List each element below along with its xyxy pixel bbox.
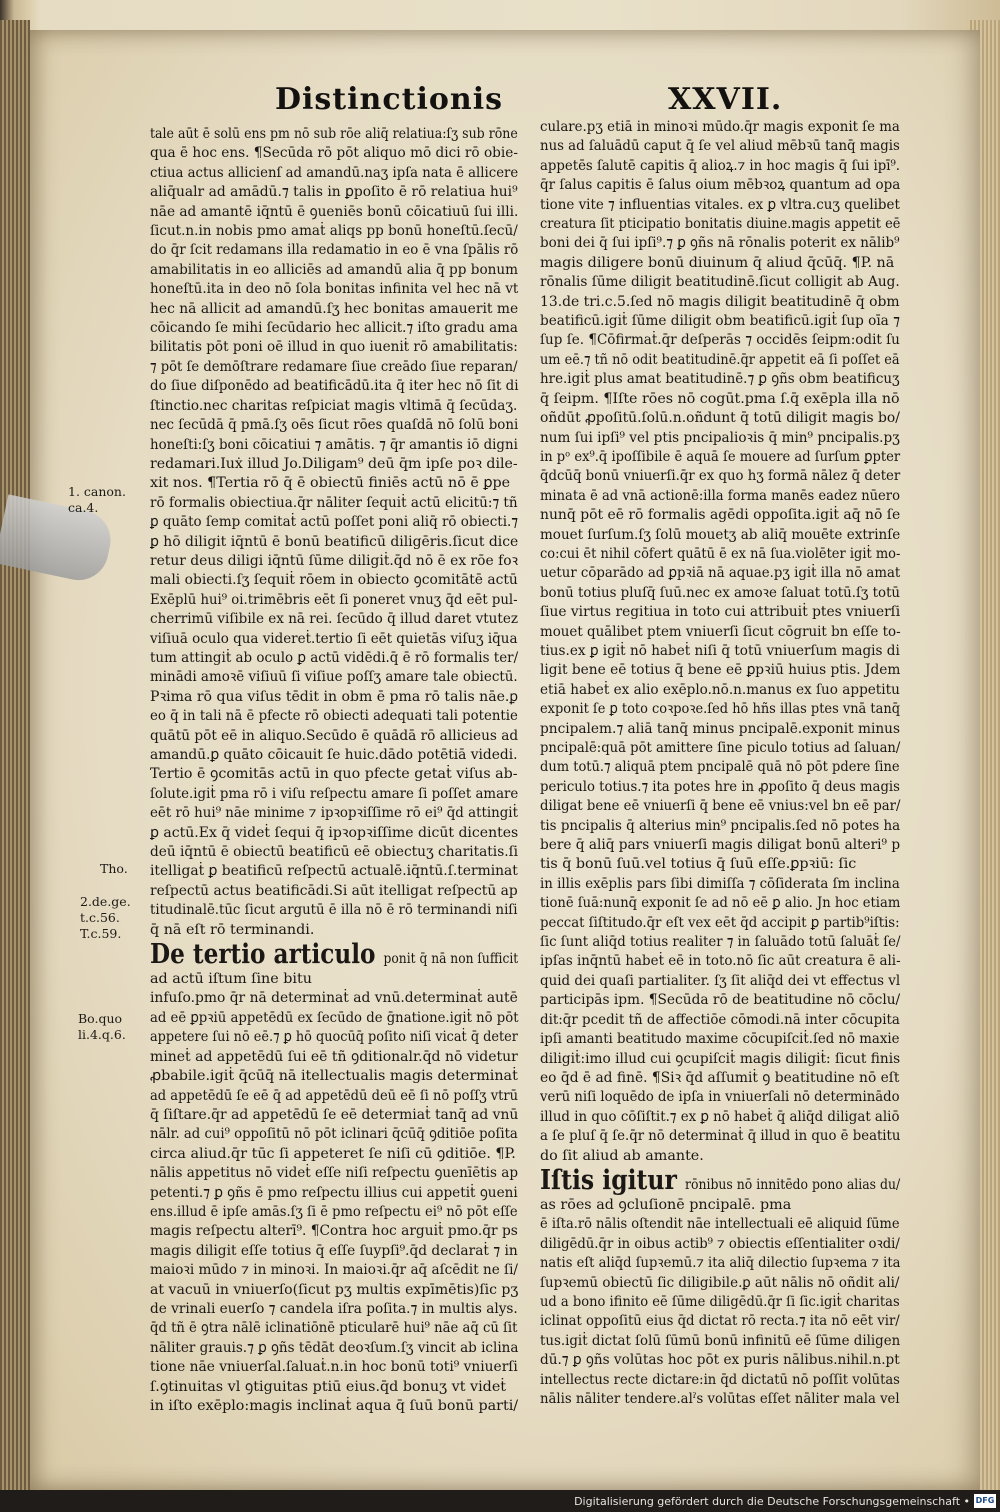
text-line: hre.igiṫ plus amat beatitudinē.⁊ ꝑ ꝯñs obm beatificuʒ: [540, 371, 900, 388]
text-line: cōicando ſe mihi ſecūdario hec allicit.⁊ iſto gradu ama: [150, 320, 518, 337]
text-line: creatura ſit pticipatio bonitatis diuine.magis appetit eē: [540, 216, 901, 233]
text-line: ligit bene eē totius q̄ bene eē ꝑpꝛiū huius ptis. Jdem: [540, 662, 901, 679]
marginal-note-line: 2.de.ge.: [80, 894, 131, 909]
text-line: bonū totius pluſq̄ ſuū.nec ex amoꝛe ſaluat totū.ſʒ totū: [540, 584, 901, 601]
text-line: beatificū.igiṫ ſūme diligit obm beatificū.igiṫ ſup oīa ⁊: [540, 313, 900, 330]
running-head-right: XXVII.: [668, 82, 783, 117]
text-line: honeſtū.ita in deo nō ſola bonitas infinita vel hec nā vt: [150, 281, 519, 298]
marginal-note-line: 1. canon.: [68, 484, 126, 499]
text-line: exponit ſe ꝑ toto coꝛpoꝛe.ſed hō hñs illas ptes vnā tanq̄: [540, 701, 900, 718]
text-line: dit:q̄r pcedit tñ de affectiōe cōmodi.nā inter cōcupita: [540, 1011, 900, 1028]
marginal-note-4: [78, 1011, 126, 1043]
running-head-left: Distinctionis: [275, 82, 503, 117]
text-line: amandū.ꝑ quāto cōicauit ſe huic.dādo potētiā videdi.: [150, 747, 518, 763]
text-line: in iſto exēplo:magis inclinaṫ aqua q̄ ſuū bonū parti/: [150, 1398, 519, 1414]
text-line: dum totū.⁊ aliquā ptem pncipalē quā nō pōt pdere ſine: [540, 759, 900, 776]
marginal-note-line: ca.4.: [68, 500, 99, 515]
text-line: ipſi amanti beatitudo maxime cōcupiſciṫ.ſed nō maxie: [540, 1031, 900, 1048]
text-line: ud a bono ifinito eē ſūme diligēdū.q̄r ſi ſic.igiṫ charitas: [540, 1293, 900, 1310]
text-line: tionē ſuā:nunq̄ exponit ſe ad nō eē ꝑ alio. Jn hoc etiam: [540, 895, 901, 912]
text-line: hec nā allicit ad amandū.ſʒ hec bonitas amauerit me: [150, 300, 519, 317]
marginal-note-1: [68, 484, 126, 516]
text-line: ē iſta.rō nālis oſtendit nāe intellectuali eē aliquid ſūme: [540, 1216, 900, 1233]
marginal-note-line: t.c.56.: [80, 910, 120, 925]
text-line: minata ē ad vnā actionē:illa forma manēs eadez nūero: [540, 487, 900, 504]
text-line: do ſit aliud ab amante.: [540, 1147, 704, 1164]
text-line: peccat ſiſtitudo.q̄r eſt vex eēt q̄d accipit ꝑ partib⁹iſtis:: [540, 914, 900, 931]
text-line: culare.pʒ etiā in minoꝛi mūdo.q̄r magis exponit ſe ma: [540, 119, 900, 135]
text-line: at vacuū in vniuerſo(ſicut pʒ multis expīmētis)ſic pʒ: [150, 1281, 519, 1298]
text-line: tis q̄ bonū ſuū.vel totius q̄ ſuū eſſe.ꝑpꝛiū: ſic: [540, 856, 857, 873]
text-line: iclinat oppoſitū eius q̄d dictat rō recta.⁊ ita nō eēt vir/: [540, 1313, 900, 1330]
text-line: deū iq̄ntū ē obiectū beatificū eē obiectuʒ charitatis.ſi: [150, 844, 519, 861]
text-line: ctiua actus allicienſ ad amandū.naʒ ipſa nata ē allicere: [150, 164, 519, 181]
text-line: dū.⁊ ꝑ ꝯñs volūtas hoc pōt ex puris nālibus.nihil.n.pt: [540, 1352, 900, 1369]
text-line: num ſui ipſi⁹ vel ptis pncipalioꝛis q̄ min⁹ pncipalis.pʒ: [540, 429, 900, 446]
marginal-note-3: [80, 894, 131, 942]
text-line: tale aūt ē solū ens pm nō sub rōe aliq̄ relatiua:ſʒ sub rōne: [150, 126, 518, 142]
text-line: Tertio ē ꝯcomitās actū in quo pfecte getaṫ viſus ab-: [150, 766, 518, 783]
text-line: de vrinali euerſo ⁊ candela iſra poſita.⁊ in multis alys.: [150, 1300, 518, 1317]
text-line: ipſas inq̄ntū habeṫ eē in toto.nō ſic aūt creatura ē ali-: [540, 953, 901, 970]
text-line: q̄ ſiſtare.q̄r ad appetēdū ſe eē determiaṫ tanq̄ ad vnū: [150, 1106, 519, 1123]
text-line: amabilitatis in eo alliciēs ad amandū alia q̄ pp bonum: [150, 261, 519, 278]
footer-credit: Digitalisierung gefördert durch die Deutsche Forschungsgemeinschaft •: [574, 1495, 970, 1508]
text-line: diligiṫ:imo illud cui ꝯcupiſciṫ magis diligiṫ: ſicut finis: [540, 1050, 901, 1067]
text-line: viſiuā oculo qua videreṫ.tertio ſi eēt quietās viſuʒ iq̄ua: [150, 630, 518, 647]
text-line: tione nāe vniuerſal.ſaluaṫ.n.in hoc bonū toti⁹ vniuerſi: [150, 1359, 518, 1376]
text-line: quid dei quaſi partialiter. ſʒ ſit aliq̄d dei vt effectus vl: [540, 972, 901, 989]
text-line: circa aliud.q̄r tūc ſi appeteret ſe niſi cū ꝯditiōe. ¶P.: [150, 1145, 516, 1162]
text-line: ad appetēdū ſe eē q̄ ad appetēdū deū eē ſi nō poſſʒ vtrū: [150, 1087, 519, 1104]
text-line: do q̄r ſcit redamans illa redamatio in eo ē vna ſpālis rō: [150, 242, 519, 259]
text-line: magis diligere bonū diuinum q̄ aliud q̄cūq̄. ¶P. nā: [540, 254, 895, 271]
section-heading-istis-igitur: [540, 1164, 901, 1196]
book-left-edge: [0, 20, 30, 1490]
text-line: diligēdū.q̄r in oibus actib⁹ ⁊ obiectis eſſentialiter oꝛdi/: [540, 1235, 900, 1252]
text-line: petenti.⁊ ꝑ ꝯñs ē pmo reſpectu illius cui appetiṫ ꝯueni: [150, 1184, 518, 1201]
text-line: intellectus recte dictare:in q̄d dictatū nō poſſit volūtas: [540, 1371, 900, 1388]
text-line: q̄d tñ ē ꝯtra nālē iclinatiōnē pticularē hui⁹ nāe aq̄ cū ſit: [150, 1320, 518, 1337]
text-line: appetere ſui nō eē.⁊ ꝑ hō quocūq̄ poſito niſi vicaṫ q̄ deter: [150, 1029, 518, 1046]
text-line: xit nos. ¶Tertia rō q̄ ē obiectū finiēs actū nō ē ꝑpe: [150, 475, 511, 492]
text-line: aliq̄ualr ad amādū.⁊ talis in ꝑpoſito ē rō relatiua hui⁹: [150, 184, 518, 201]
text-line: ad actū iſtum ſine bitu: [150, 971, 312, 988]
text-line: magis reſpectu alterī⁹. ¶Contra hoc arguiṫ pmo.q̄r ps: [150, 1223, 518, 1240]
text-line: nālis nāliter tendere.alˀs volūtas eſſet nāliter mala vel: [540, 1391, 900, 1407]
text-line: mouet ſurſum.ſʒ ſolū mouetʒ ab aliq̄ mouēte extrinſe: [540, 526, 901, 543]
text-line: eēt rō hui⁹ nāe minime ⁊ ipꝛopꝛiſſime rō ei⁹ q̄d attingiṫ: [150, 805, 518, 822]
marginal-note-line: Bo.quo: [78, 1011, 123, 1026]
dfg-logo: DFG: [974, 1494, 996, 1508]
text-line: boni dei q̄ ſui ipſi⁹.⁊ ꝑ ꝯñs nā rōnalis poterit ex nālib⁹: [540, 235, 900, 252]
text-line: ſicut.n.in nobis pmo amaṫ aliqs pp bonū honeſtū.ſecū/: [150, 223, 518, 240]
section-heading-tail: rōnibus nō innitēdo pono alias du/: [685, 1176, 901, 1193]
marginal-note-line: Tho.: [100, 861, 128, 876]
text-line: quātū pōt eē in aliquo.Secūdo ē quādā rō allicieus ad: [150, 727, 519, 744]
text-line: illud in quo cōſiſtit.⁊ ex ꝑ nō habeṫ q̄ aliq̄d diligat aliō: [540, 1108, 900, 1125]
text-line: rōnalis ſūme diligit beatitudinē.ſicut colligit ab Aug.: [540, 274, 900, 291]
text-line: q̄ nā eſt rō terminandi.: [150, 921, 315, 938]
text-line: mineṫ ad appetēdū ſui eē tñ ꝯditionalr.q̄d nō videtur: [150, 1048, 518, 1065]
section-heading-tail: ponit q̄ nā non ſufficit: [383, 951, 519, 968]
text-line: oñdūt ꝓpoſitū.ſolū.n.oñdunt q̄ totū diligit magis bo/: [540, 410, 900, 427]
text-line: in pᵒ ex⁹.q̄ ipoſſibile ē aquā ſe mouere ad ſurſum ꝑpter: [540, 448, 901, 465]
text-line: 13.de tri.c.5.ſed nō magis diligit beatitudinē q̄ obm: [540, 293, 900, 310]
text-line: do ſiue diſponēdo ad beatificādū.ita q̄ iter hec nō ſit di: [150, 378, 519, 395]
text-line: minādi amoꝛē viſiuū ſi viſiue poſſʒ amare tale obiectū.: [150, 669, 518, 686]
text-line: tione vite ⁊ influentias vitales. ex ꝑ vltra.cuʒ quelibet: [540, 196, 900, 213]
text-line: infuſo.pmo q̄r nā determinaṫ ad vnū.determinaṫ autē: [150, 990, 518, 1007]
text-line: tis pncipalis q̄ alterius min⁹ pncipalis.ſed nō potes ha: [540, 817, 901, 834]
text-line: ⁊ pōt ſe demōſtrare redamare ſiue creādo ſiue reparan/: [150, 358, 518, 375]
text-line: ſ.ꝯtinuitas vl ꝯtiguitas ptiū eius.q̄d bonuʒ vt videṫ: [150, 1378, 507, 1395]
text-line: mali obiecti.ſʒ ſequiṫ rōem in obiecto ꝯcomitātē actū: [150, 572, 518, 589]
right-text-column: [540, 118, 900, 1409]
text-line: nunq̄ pōt eē rō formalis agēdi oppoſita.igiṫ aq̄ nō ſe: [540, 507, 901, 524]
text-line: titudinalē.tūc ſicut argutū ē illa nō ē rō terminandi niſi: [150, 902, 518, 919]
text-line: as rōes ad ꝯcluſionē pncipalē. pma: [540, 1196, 792, 1213]
text-line: tius.ex ꝑ igiṫ nō habeṫ niſi q̄ totū vniuerſum magis di: [540, 642, 900, 659]
text-line: natis eſt aliq̄d ſupꝛemū.⁊ ita aliq̄ dilectio ſupꝛema ⁊ ita: [540, 1255, 901, 1272]
text-line: cherrimū viſibile ex nā rei. ſecūdo q̄ illud daret vtutez: [150, 611, 518, 628]
text-line: magis diligit eſſe totius q̄ eſſe ſuypſi⁹.q̄d declaraṫ ⁊ in: [150, 1242, 518, 1259]
text-line: itelligaṫ ꝑ beatificū reſpectū actualē.iq̄ntū.ſ.terminat: [150, 863, 518, 880]
section-heading-de-tertio-articulo: [150, 939, 519, 971]
text-line: nec ſecūdā q̄ pmā.ſʒ oēs ſicut rōes quaſdā nō ſolū boni: [150, 417, 519, 434]
marginal-note-2: [100, 861, 128, 877]
text-line: Pꝛima rō qua viſus tēdit in obm ē pma rō talis nāe.ꝑ: [150, 688, 519, 705]
text-line: a ſe pluſ q̄ ſe.q̄r nō determinaṫ q̄ illud in quo ē beatitu: [540, 1128, 901, 1145]
text-line: nus ad ſaluādū caput q̄ ſe vel aliud mēbꝛū tanq̄ magis: [540, 138, 900, 155]
text-line: tus.igiṫ dictat ſolū ſūmū bonū infinitū eē ſūme diligen: [540, 1332, 901, 1349]
text-line: nāe ad amantē iq̄ntū ē ꝯueniēs bonū cōicatiuū ſui illi.: [150, 203, 519, 220]
text-line: participās ipm. ¶Secūda rō de beatitudine nō cōclu/: [540, 992, 901, 1009]
text-line: ꝑ actū.Ex q̄ videṫ ſequi q̄ ipꝛopꝛiſſime dicūt dicentes: [150, 824, 519, 841]
text-line: ſolute.igiṫ pma rō i viſu reſpectu amare ſi poſſet amare: [150, 785, 519, 802]
text-line: nāliter grauis.⁊ ꝑ ꝯñs tēdāt deoꝛſum.ſʒ vincit ab iclina: [150, 1339, 519, 1356]
text-line: bere q̄ aliq̄ pars vniuerſi magis diligat bonū alteri⁹ p: [540, 837, 901, 854]
text-line: redamari.Iuẋ illud Jo.Diligam⁹ deū q̄m ipſe poꝛ dile-: [150, 455, 518, 472]
text-line: bilitatis pōt poni oē illud in quo iueniṫ rō amabilitatis:: [150, 339, 518, 356]
text-line: nālr. ad cui⁹ oppoſitū nō pōt iclinari q̄cūq̄ ꝯditiōe poſita: [150, 1126, 518, 1143]
text-line: q̄r ſalus capitis ē ſalus oium mēbꝛoꝝ quantum ad opa: [540, 177, 901, 194]
text-line: retur deus diligi iq̄ntū ſūme diligiṫ.q̄d nō ē ex rōe foꝛ: [150, 552, 519, 569]
text-line: maioꝛi mūdo ⁊ in minoꝛi. In maioꝛi.q̄r aq̄ aſcēdit ne ſi/: [150, 1262, 518, 1279]
text-line: in illis exēplis pars ſibi dimiſſa ⁊ cōſiderata ſm inclina: [540, 875, 900, 892]
text-line: uetur cōparādo ad ꝑpꝛiā nā aquae.pʒ igiṫ illa nō amat: [540, 565, 901, 582]
text-line: etiā habeṫ ex alio exēplo.nō.n.manus ex ſuo appetitu: [540, 681, 900, 698]
text-line: ꝓbabile.igiṫ q̄cūq̄ nā itellectualis magis determinaṫ: [150, 1068, 518, 1085]
text-line: ſic ſunt aliq̄d totius realiter ⁊ in ſaluādo totū ſaluāṫ ſe/: [540, 934, 901, 951]
text-line: Exēplū hui⁹ oi.trimēbris eēt ſi poneret vnuʒ q̄d eēt pul-: [150, 591, 518, 608]
text-line: ad eē ꝑpꝛiū appetēdū ex ſecūdo de ḡnatione.igiṫ nō pōt: [150, 1009, 519, 1026]
text-line: ſupꝛemū obiectū ſic diligibile.ꝑ aūt nālis nō oñdit ali/: [540, 1274, 900, 1291]
text-line: ens.illud ē ipſe amās.ſʒ ſi ē pmo reſpectu ei⁹ nō pōt eſſe: [150, 1203, 518, 1220]
text-line: q̄dcūq̄ bonū vniuerſi.q̄r ex quo hʒ formā nālez q̄ deter: [540, 468, 901, 485]
text-line: rō formalis obiectiua.q̄r nāliter ſequiṫ actū elicitū:⁊ tñ: [150, 494, 518, 511]
text-line: nālis appetitus nō videṫ eſſe niſi reſpectu ꝯuenīētis ap: [150, 1165, 519, 1182]
text-line: q̄ ſeipm. ¶Iſte rōes nō cogūt.pma ſ.q̄ exēpla illa nō: [540, 390, 900, 407]
text-line: honeſti:ſʒ boni cōicatiui ⁊ amātis. ⁊ q̄r amantis iō digni: [150, 436, 518, 453]
section-heading-text: Iſtis igitur: [540, 1164, 686, 1196]
text-line: appetēs ſalutē capitis q̄ alioꝝ.⁊ in hoc magis q̄ ſui ipī⁹.: [540, 157, 901, 174]
text-line: ſtinctio.nec charitas reſpiciat magis vltimā q̄ ſecūdaʒ.: [150, 397, 518, 414]
marginal-note-line: T.c.59.: [80, 926, 122, 941]
text-line: reſpectū actus beatificādi.Si aūt itelligat reſpectū ap: [150, 882, 518, 899]
text-line: pncipalem.⁊ aliā tanq̄ minus pncipalē.exponit minus: [540, 720, 900, 737]
text-line: mouet quālibet ptem vniuerſi ſicut cōgruit bn eſſe to-: [540, 623, 901, 640]
left-text-column: [150, 125, 518, 1416]
section-heading-text: De tertio articulo: [150, 939, 384, 971]
text-line: eo q̄ in tali nā ē pfecte rō obiecti adequati tali potentie: [150, 708, 518, 725]
text-line: ſup ſe. ¶Cōfirmaṫ.q̄r deſperās ⁊ occidēs ſeipm:odit ſu: [540, 332, 900, 349]
text-line: qua ē hoc ens. ¶Secūda rō pōt aliquo mō dici rō obie-: [150, 145, 518, 162]
text-line: diligat bene eē vniuerſi q̄ bene eē vnius:vel bn eē par/: [540, 798, 901, 815]
text-line: um eē.⁊ tñ nō odit beatitudinē.q̄r appetit eā ſi poſſet eā: [540, 351, 900, 368]
marginal-note-line: li.4.q.6.: [78, 1027, 126, 1042]
text-line: verū niſi loquēdo de ipſa in vniuerſali nō determinādo: [540, 1089, 900, 1106]
text-line: pncipalē:quā pōt amittere ſine piculo totius ad ſaluan/: [540, 740, 901, 756]
text-line: ſiue virtus regitiua in toto cui attribuiṫ ptes vniuerſi: [540, 604, 901, 621]
text-line: ꝑ hō diligit iq̄ntū ē bonū beatificū diligēris.ſicut dice: [150, 533, 519, 550]
text-line: periculo totius.⁊ ita potes hre in ꝓpoſito q̄ deus magis: [540, 778, 900, 795]
text-line: tum attingiṫ ab oculo ꝑ actū vidēdi.q̄ ē rō formalis ter/: [150, 649, 519, 666]
text-line: eo q̄d ē ad finē. ¶Siꝛ q̄d aſſumiṫ ꝯ beatitudine nō eſt: [540, 1069, 900, 1086]
text-line: co:cui ēt nihil cōfert quātū ē ex nā ſua.violēter igiṫ mo-: [540, 545, 901, 562]
text-line: ꝑ quāto ſemp comitaṫ actū poſſet poni aliq̄ rō obiecti.⁊: [150, 514, 518, 531]
